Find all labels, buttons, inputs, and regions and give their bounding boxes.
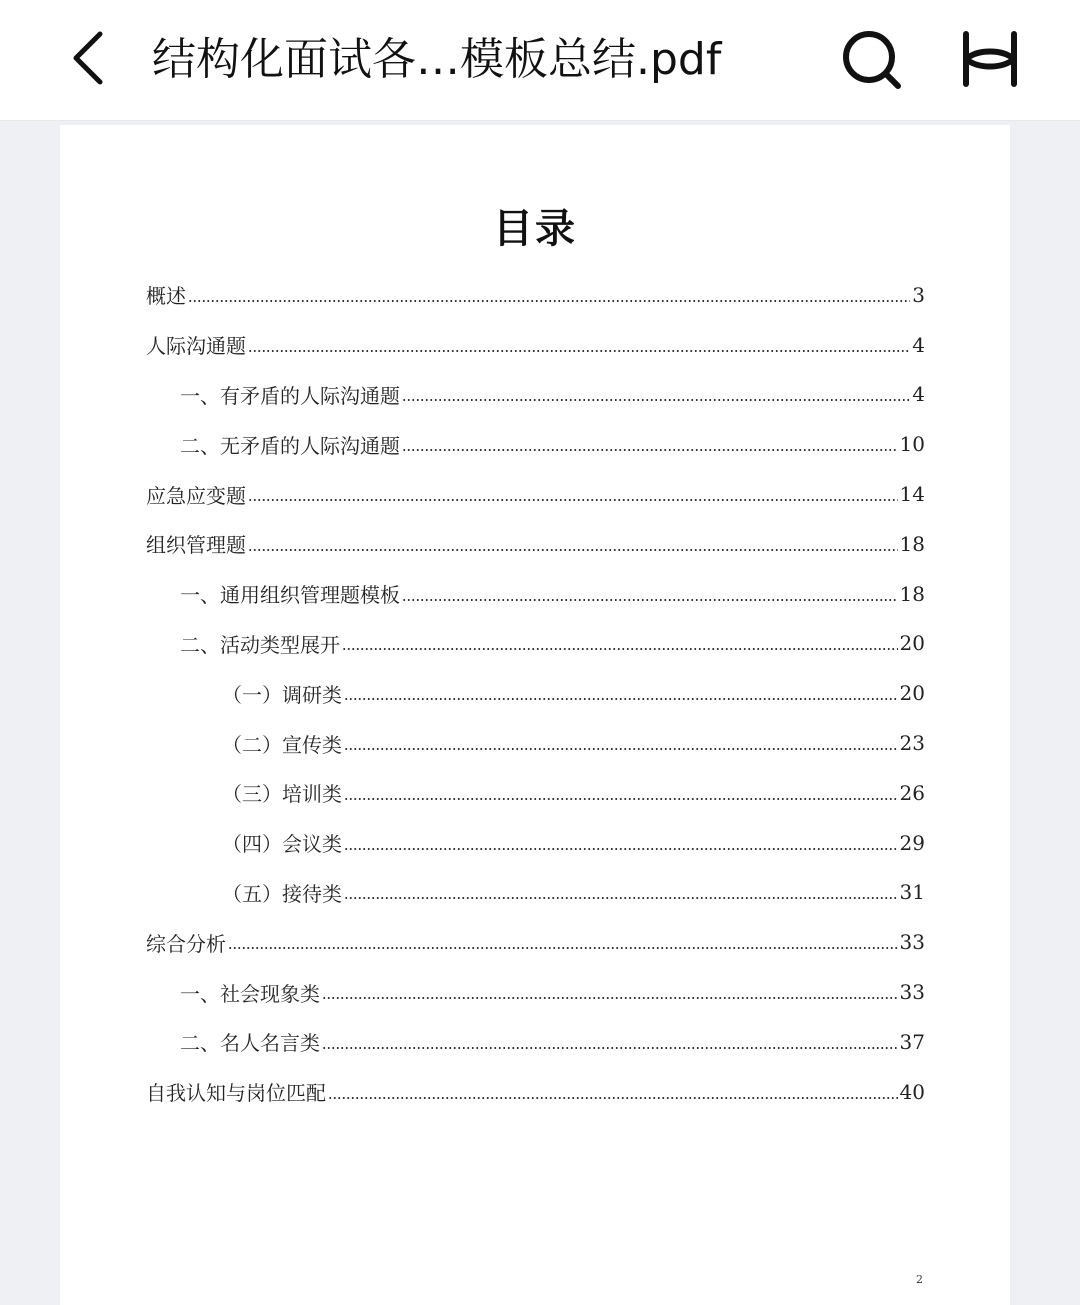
toc-dot-leader: [322, 1047, 898, 1049]
toc-entry-label: 综合分析: [146, 931, 226, 956]
toc-entry-label: 组织管理题: [146, 533, 246, 558]
top-app-bar: [0, 0, 1080, 121]
more-menu-button[interactable]: [954, 24, 1026, 94]
toc-entry[interactable]: [146, 619, 925, 669]
toc-dot-leader: [402, 399, 910, 401]
toc-entry-page: 23: [899, 731, 925, 756]
toc-entry[interactable]: [146, 768, 925, 818]
toc-entry-page: 26: [899, 780, 925, 805]
toc-entry-page: 18: [899, 531, 925, 556]
document-title: 结构化面试各…模板总结.pdf: [152, 34, 722, 85]
toc-entry-page: 20: [899, 631, 925, 656]
toc-dot-leader: [344, 748, 898, 750]
page-number: 2: [916, 1273, 923, 1286]
toc-entry-label: 一、有矛盾的人际沟通题: [180, 383, 400, 408]
toc-dot-leader: [228, 947, 898, 949]
toc-entry[interactable]: [146, 818, 925, 868]
toc-dot-leader: [248, 549, 898, 551]
toc-entry-label: 概述: [146, 284, 186, 309]
toc-dot-leader: [248, 350, 910, 352]
search-button[interactable]: [836, 24, 906, 94]
toc-entry[interactable]: [146, 917, 925, 967]
toc-entry-label: 一、社会现象类: [180, 981, 320, 1006]
toc-entry[interactable]: [146, 967, 925, 1017]
toc-entry-label: 自我认知与岗位匹配: [146, 1081, 326, 1106]
chevron-left-icon: [58, 24, 128, 94]
toc-entry-page: 33: [899, 930, 925, 955]
toc-dot-leader: [344, 698, 898, 700]
toc-entry-label: （二）宣传类: [222, 732, 342, 757]
toc-entry-page: 29: [899, 830, 925, 855]
toc-entry[interactable]: [146, 419, 925, 469]
toc-entry[interactable]: [146, 270, 925, 320]
table-of-contents: [146, 270, 925, 1117]
toc-entry[interactable]: [146, 469, 925, 519]
toc-entry-label: （五）接待类: [222, 881, 342, 906]
toc-entry[interactable]: [146, 1017, 925, 1067]
toc-entry[interactable]: [146, 320, 925, 370]
toc-entry-page: 20: [899, 681, 925, 706]
toc-dot-leader: [188, 300, 910, 302]
back-button[interactable]: [58, 24, 128, 94]
toc-heading: 目录: [493, 205, 577, 252]
toc-dot-leader: [342, 648, 898, 650]
toc-entry[interactable]: [146, 868, 925, 918]
toc-entry-label: 人际沟通题: [146, 334, 246, 359]
toc-dot-leader: [402, 449, 898, 451]
toc-entry[interactable]: [146, 370, 925, 420]
toc-entry[interactable]: [146, 569, 925, 619]
toc-entry[interactable]: [146, 1067, 925, 1117]
pdf-viewer[interactable]: [0, 121, 1080, 1292]
toc-entry-label: 二、名人名言类: [180, 1031, 320, 1056]
toc-entry-page: 40: [899, 1079, 925, 1104]
toc-entry-label: 应急应变题: [146, 483, 246, 508]
toc-entry[interactable]: [146, 519, 925, 569]
toc-entry-label: 二、无矛盾的人际沟通题: [180, 433, 400, 458]
toc-entry-label: 二、活动类型展开: [180, 632, 340, 657]
toc-entry-page: 37: [899, 1029, 925, 1054]
toc-entry-page: 33: [899, 980, 925, 1005]
toc-dot-leader: [344, 848, 898, 850]
toc-entry-label: 一、通用组织管理题模板: [180, 583, 400, 608]
toc-entry-page: 31: [899, 880, 925, 905]
toc-entry-label: （四）会议类: [222, 832, 342, 857]
menu-icon: [954, 24, 1026, 94]
toc-entry[interactable]: [146, 668, 925, 718]
toc-entry-page: 4: [912, 382, 925, 407]
toc-entry-page: 4: [912, 332, 925, 357]
toc-entry-label: （三）培训类: [222, 782, 342, 807]
toc-entry-page: 18: [899, 581, 925, 606]
toc-entry-page: 3: [912, 282, 925, 307]
toc-dot-leader: [328, 1097, 898, 1099]
toc-dot-leader: [344, 798, 898, 800]
toc-dot-leader: [248, 499, 898, 501]
toc-entry-page: 10: [899, 432, 925, 457]
search-icon: [836, 24, 906, 94]
toc-entry-label: （一）调研类: [222, 682, 342, 707]
toc-entry[interactable]: [146, 718, 925, 768]
pdf-page: [60, 125, 1010, 1305]
toc-entry-page: 14: [899, 482, 925, 507]
toc-dot-leader: [344, 897, 898, 899]
toc-dot-leader: [322, 997, 898, 999]
toc-dot-leader: [402, 599, 898, 601]
